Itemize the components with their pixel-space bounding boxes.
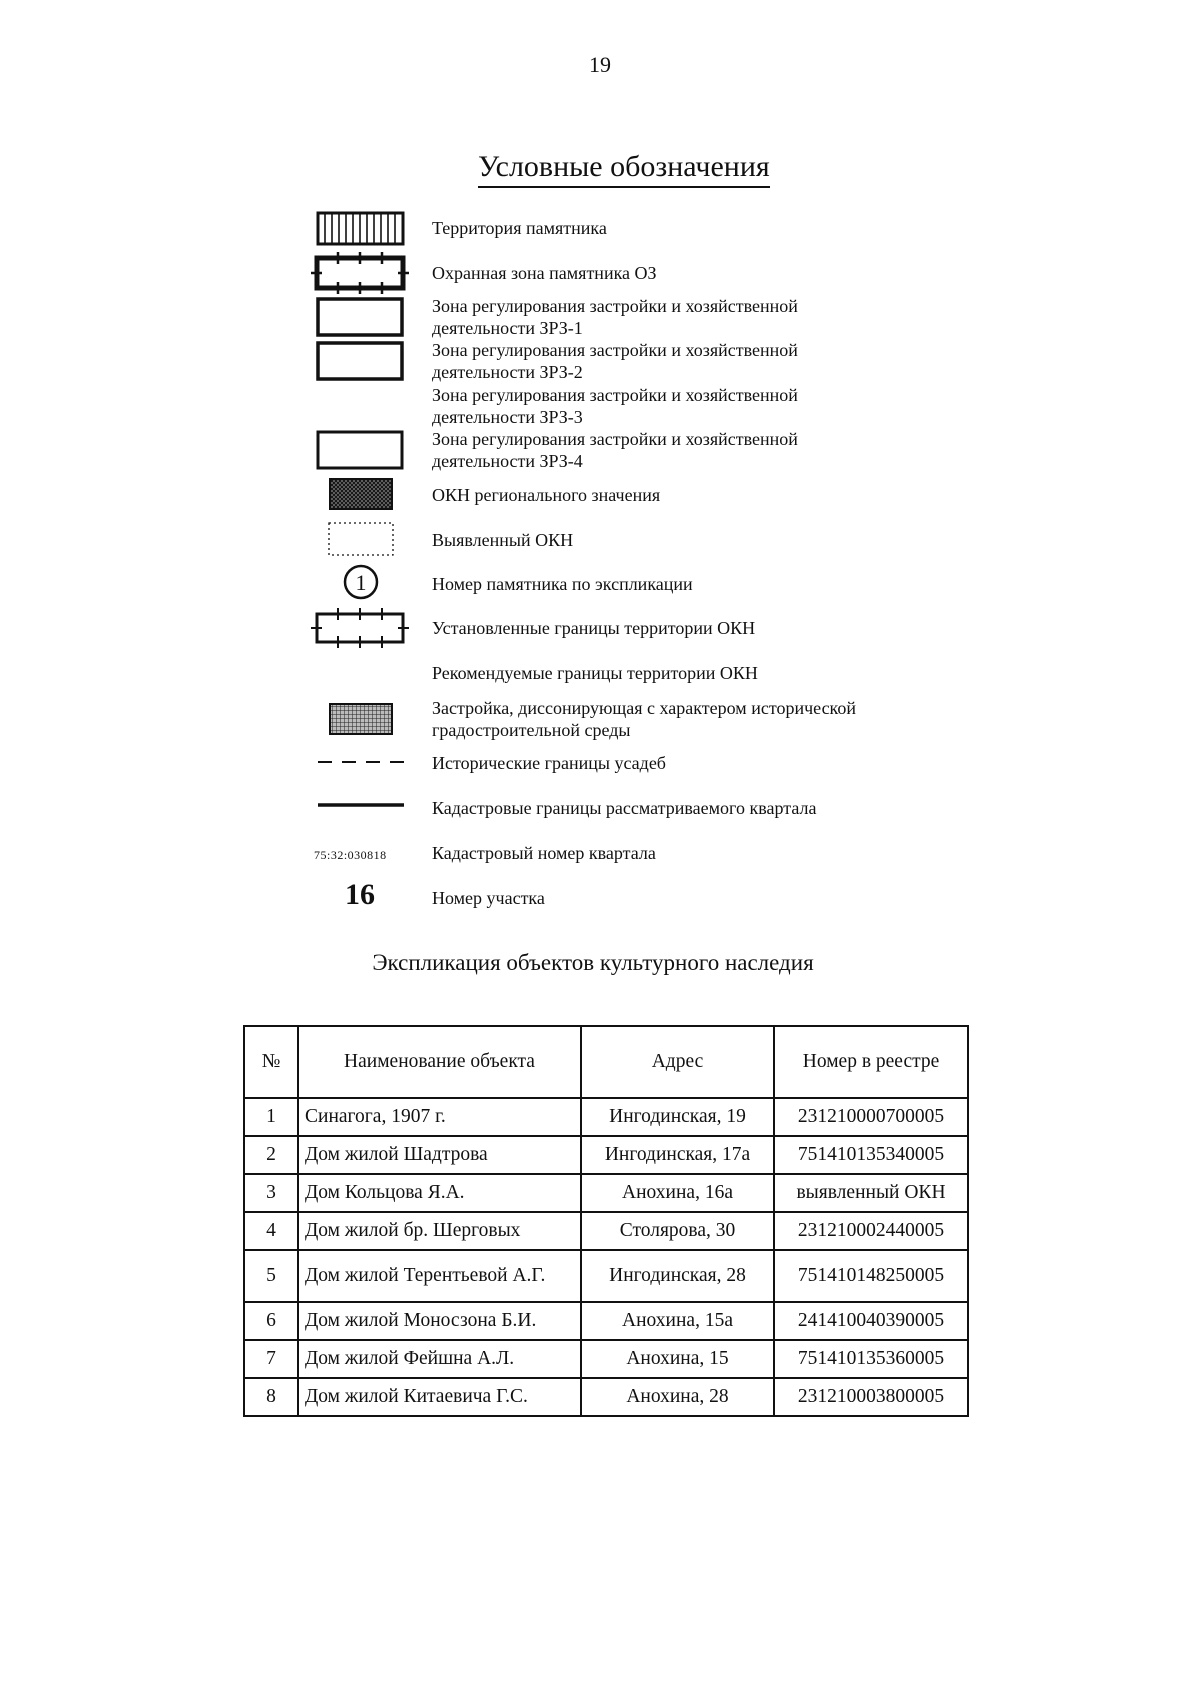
- cell-number: 1: [244, 1098, 298, 1136]
- cell-registry: 751410135340005: [774, 1136, 968, 1174]
- table-row: [244, 1174, 968, 1212]
- cell-number: 2: [244, 1136, 298, 1174]
- okn-identified-symbol: [327, 521, 395, 557]
- cell-number: 5: [244, 1250, 298, 1302]
- cell-address: Ингодинская, 17а: [581, 1136, 774, 1174]
- table-row: [244, 1098, 968, 1136]
- plot-number-symbol: 16: [345, 878, 375, 911]
- zrz1-symbol: [316, 297, 404, 337]
- historic-estate-borders-symbol: [316, 756, 406, 768]
- header-address: Адрес: [581, 1026, 774, 1098]
- cell-registry: 231210002440005: [774, 1212, 968, 1250]
- table-row: [244, 1212, 968, 1250]
- legend-text-monument-number: Номер памятника по экспликации: [432, 574, 693, 594]
- cell-registry: 751410148250005: [774, 1250, 968, 1302]
- protection-zone-symbol: [310, 251, 410, 295]
- legend-text-zrz4-line2: деятельности ЗРЗ-4: [432, 451, 583, 471]
- legend-text-dissonant-buildings-line2: градостроительной среды: [432, 720, 631, 740]
- legend-text-okn-recommended-borders: Рекомендуемые границы территории ОКН: [432, 663, 758, 683]
- table-row: [244, 1340, 968, 1378]
- cell-name: Дом жилой Фейшна А.Л.: [298, 1340, 581, 1378]
- cell-address: Анохина, 28: [581, 1378, 774, 1416]
- cell-registry: 231210003800005: [774, 1378, 968, 1416]
- table-row: [244, 1250, 968, 1302]
- zrz4-symbol: [316, 430, 404, 470]
- cell-address: Столярова, 30: [581, 1212, 774, 1250]
- legend-text-zrz1-line1: Зона регулирования застройки и хозяйственной: [432, 296, 798, 316]
- cell-number: 6: [244, 1302, 298, 1340]
- header-name: Наименование объекта: [298, 1026, 581, 1098]
- monument-number-symbol-label: 1: [355, 570, 367, 595]
- legend-text-dissonant-buildings-line1: Застройка, диссонирующая с характером исторической: [432, 698, 857, 718]
- cell-name: Дом жилой бр. Шерговых: [298, 1212, 581, 1250]
- table-header-row: [244, 1026, 968, 1098]
- legend-title: Условные обозначения: [478, 150, 770, 188]
- cell-name: Дом жилой Китаевича Г.С.: [298, 1378, 581, 1416]
- cell-name: Дом жилой Шадтрова: [298, 1136, 581, 1174]
- monument-territory-symbol: [316, 211, 406, 247]
- header-number: №: [244, 1026, 298, 1098]
- legend-text-cadastral-number: Кадастровый номер квартала: [432, 843, 656, 863]
- legend-text-monument-territory: Территория памятника: [432, 218, 607, 238]
- cadastral-borders-symbol: [316, 801, 406, 809]
- cell-name: Дом жилой Моносзона Б.И.: [298, 1302, 581, 1340]
- legend-text-plot-number: Номер участка: [432, 888, 545, 908]
- dissonant-buildings-symbol: [328, 702, 394, 736]
- cell-registry: 231210000700005: [774, 1098, 968, 1136]
- legend-text-protection-zone: Охранная зона памятника ОЗ: [432, 263, 657, 283]
- legend-text-zrz2-line2: деятельности ЗРЗ-2: [432, 362, 583, 382]
- table-row: [244, 1136, 968, 1174]
- cell-number: 4: [244, 1212, 298, 1250]
- table-row: [244, 1378, 968, 1416]
- page-number: 19: [589, 52, 611, 77]
- cell-number: 8: [244, 1378, 298, 1416]
- legend-text-zrz2-line1: Зона регулирования застройки и хозяйственной: [432, 340, 798, 360]
- explication-table: [243, 1025, 969, 1417]
- cadastral-number-symbol: 75:32:030818: [314, 848, 387, 862]
- cell-registry: 751410135360005: [774, 1340, 968, 1378]
- legend-text-zrz3-line1: Зона регулирования застройки и хозяйственной: [432, 385, 798, 405]
- legend-text-okn-identified: Выявленный ОКН: [432, 530, 574, 550]
- legend-text-zrz1-line2: деятельности ЗРЗ-1: [432, 318, 583, 338]
- legend-text-okn-established-borders: Установленные границы территории ОКН: [432, 618, 756, 638]
- legend-text-historic-estate-borders: Исторические границы усадеб: [432, 753, 666, 773]
- zrz2-symbol: [316, 341, 404, 381]
- cell-address: Анохина, 15а: [581, 1302, 774, 1340]
- legend-text-zrz4-line1: Зона регулирования застройки и хозяйственной: [432, 429, 798, 449]
- okn-established-borders-symbol: [310, 606, 410, 650]
- legend-text-okn-regional: ОКН регионального значения: [432, 485, 661, 505]
- cell-name: Синагога, 1907 г.: [298, 1098, 581, 1136]
- cell-name: Дом жилой Терентьевой А.Г.: [298, 1250, 581, 1302]
- cell-name: Дом Кольцова Я.А.: [298, 1174, 581, 1212]
- cell-address: Ингодинская, 19: [581, 1098, 774, 1136]
- table-row: [244, 1302, 968, 1340]
- cell-number: 7: [244, 1340, 298, 1378]
- legend-text-zrz3-line2: деятельности ЗРЗ-3: [432, 407, 583, 427]
- okn-regional-symbol: [328, 477, 394, 511]
- explication-title: Экспликация объектов культурного наследия: [372, 950, 814, 975]
- header-registry: Номер в реестре: [774, 1026, 968, 1098]
- monument-number-symbol: [342, 563, 380, 601]
- cell-registry: 241410040390005: [774, 1302, 968, 1340]
- cell-number: 3: [244, 1174, 298, 1212]
- cell-registry: выявленный ОКН: [774, 1174, 968, 1212]
- cell-address: Анохина, 15: [581, 1340, 774, 1378]
- legend-text-cadastral-borders: Кадастровые границы рассматриваемого квартала: [432, 798, 817, 818]
- cell-address: Анохина, 16а: [581, 1174, 774, 1212]
- cell-address: Ингодинская, 28: [581, 1250, 774, 1302]
